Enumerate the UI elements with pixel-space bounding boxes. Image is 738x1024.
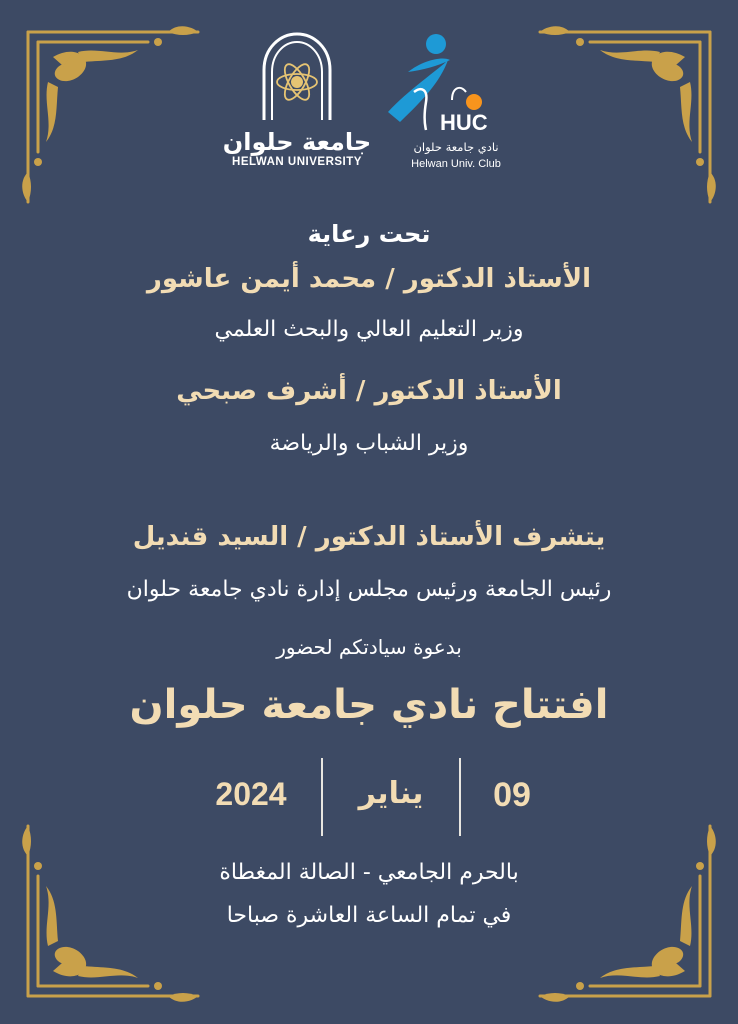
minister2-name: الأستاذ الدكتور / أشرف صبحي [176,376,562,406]
event-date [0,758,738,836]
university-emblem-icon [252,30,342,122]
minister1-name: الأستاذ الدكتور / محمد أيمن عاشور [146,264,592,294]
host-line: يتشرف الأستاذ الدكتور / السيد قنديل [132,522,606,552]
event-title: افتتاح نادي جامعة حلوان [129,682,609,728]
date-year: 2024 [215,776,287,812]
corner-ornament-top-right [530,22,720,212]
patronage-heading: تحت رعاية [307,220,431,248]
club-name-en: Helwan Univ. Club [411,158,501,170]
minister1-title: وزير التعليم العالي والبحث العلمي [214,317,524,342]
club-name-ar: نادي جامعة حلوان [413,140,499,154]
date-divider [459,758,461,836]
minister2-title: وزير الشباب والرياضة [269,431,469,456]
date-divider [321,758,323,836]
corner-ornament-top-left [18,22,208,212]
club-abbreviation: HUC [440,110,488,135]
venue-line: بالحرم الجامعي - الصالة المغطاة [219,860,519,885]
date-day: 09 [493,776,531,814]
helwan-university-logo [222,30,372,168]
invitation-line: بدعوة سيادتكم لحضور [276,635,462,659]
university-name-ar: جامعة حلوان [222,128,372,156]
university-name-en: HELWAN UNIVERSITY [232,156,362,168]
host-role: رئيس الجامعة ورئيس مجلس إدارة نادي جامعة حلوان [126,577,612,602]
time-line: في تمام الساعة العاشرة صباحا [226,903,512,928]
date-month: يناير [358,776,424,811]
